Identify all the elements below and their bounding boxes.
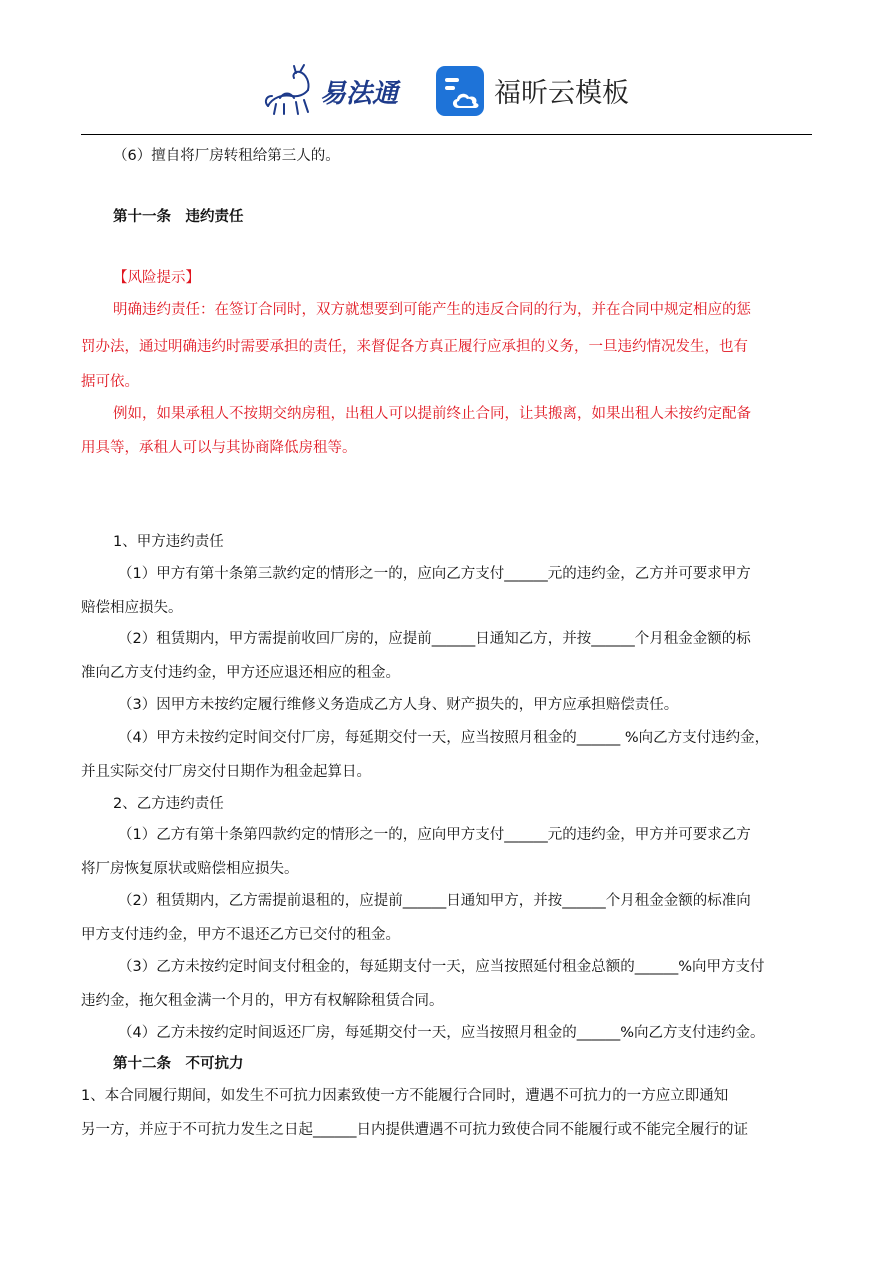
risk-tip-paragraph-1: 据可依。: [81, 374, 139, 390]
party-b-liability-heading: 2、乙方违约责任: [113, 796, 224, 812]
party-b-clause-1: 将厂房恢复原状或赔偿相应损失。: [81, 861, 299, 877]
party-a-clause-3: （3）因甲方未按约定履行维修义务造成乙方人身、财产损失的，甲方应承担赔偿责任。: [118, 697, 679, 713]
party-a-clause-4: 并且实际交付厂房交付日期作为租金起算日。: [81, 764, 371, 780]
party-b-clause-3: 违约金，拖欠租金满一个月的，甲方有权解除租赁合同。: [81, 993, 444, 1009]
article-11-heading: 第十一条 违约责任: [113, 209, 244, 225]
risk-tip-paragraph-2: 用具等，承租人可以与其协商降低房租等。: [81, 440, 357, 456]
header-divider: [81, 134, 812, 135]
party-b-clause-2: 甲方支付违约金，甲方不退还乙方已交付的租金。: [81, 927, 400, 943]
force-majeure-clause-1: 1、本合同履行期间，如发生不可抗力因素致使一方不能履行合同时，遭遇不可抗力的一方应立即通知: [81, 1088, 729, 1104]
party-a-clause-2: （2）租赁期内，甲方需提前收回厂房的，应提前______日通知乙方，并按______个月租金金额的标: [118, 631, 751, 647]
risk-tip-paragraph-2: 例如，如果承租人不按期交纳房租，出租人可以提前终止合同，让其搬离，如果出租人未按约定配备: [113, 406, 751, 422]
risk-tip-paragraph-1: 明确违约责任：在签订合同时，双方就想要到可能产生的违反合同的行为，并在合同中规定相应的惩: [113, 302, 751, 318]
yifatong-logo: [262, 62, 414, 118]
qilin-icon: [266, 65, 309, 114]
logo-right-text: 福昕云模板: [494, 78, 629, 109]
party-b-clause-3: （3）乙方未按约定时间支付租金的，每延期支付一天，应当按照延付租金总额的______%向甲方支付: [118, 959, 765, 975]
party-a-liability-heading: 1、甲方违约责任: [113, 534, 224, 550]
risk-tip-paragraph-1: 罚办法，通过明确违约时需要承担的责任，来督促各方真正履行应承担的义务，一旦违约情况发生，也有: [81, 339, 748, 355]
risk-tip-heading: 【风险提示】: [113, 270, 200, 286]
party-a-clause-2: 准向乙方支付违约金，甲方还应退还相应的租金。: [81, 665, 400, 681]
article-12-heading: 第十二条 不可抗力: [113, 1056, 244, 1072]
party-b-clause-1: （1）乙方有第十条第四款约定的情形之一的，应向甲方支付______元的违约金，甲方并可要求乙方: [118, 827, 751, 843]
force-majeure-clause-1: 另一方，并应于不可抗力发生之日起______日内提供遭遇不可抗力致使合同不能履行或不能完全履行的证: [81, 1122, 748, 1138]
party-a-clause-4: （4）甲方未按约定时间交付厂房，每延期交付一天，应当按照月租金的______ %向乙方支付违约金，: [118, 730, 770, 746]
logo-left-text: 易法通: [320, 79, 399, 109]
clause-item-6: （6）擅自将厂房转租给第三人的。: [113, 148, 340, 164]
party-a-clause-1: 赔偿相应损失。: [81, 600, 183, 616]
fuxin-logo: [436, 66, 636, 118]
page-header: [0, 58, 893, 124]
party-b-clause-2: （2）租赁期内，乙方需提前退租的，应提前______日通知甲方，并按______个月租金金额的标准向: [118, 893, 751, 909]
party-b-clause-4: （4）乙方未按约定时间返还厂房，每延期交付一天，应当按照月租金的______%向乙方支付违约金。: [118, 1025, 765, 1041]
cloud-document-icon: [436, 66, 484, 116]
party-a-clause-1: （1）甲方有第十条第三款约定的情形之一的，应向乙方支付______元的违约金，乙方并可要求甲方: [118, 566, 751, 582]
